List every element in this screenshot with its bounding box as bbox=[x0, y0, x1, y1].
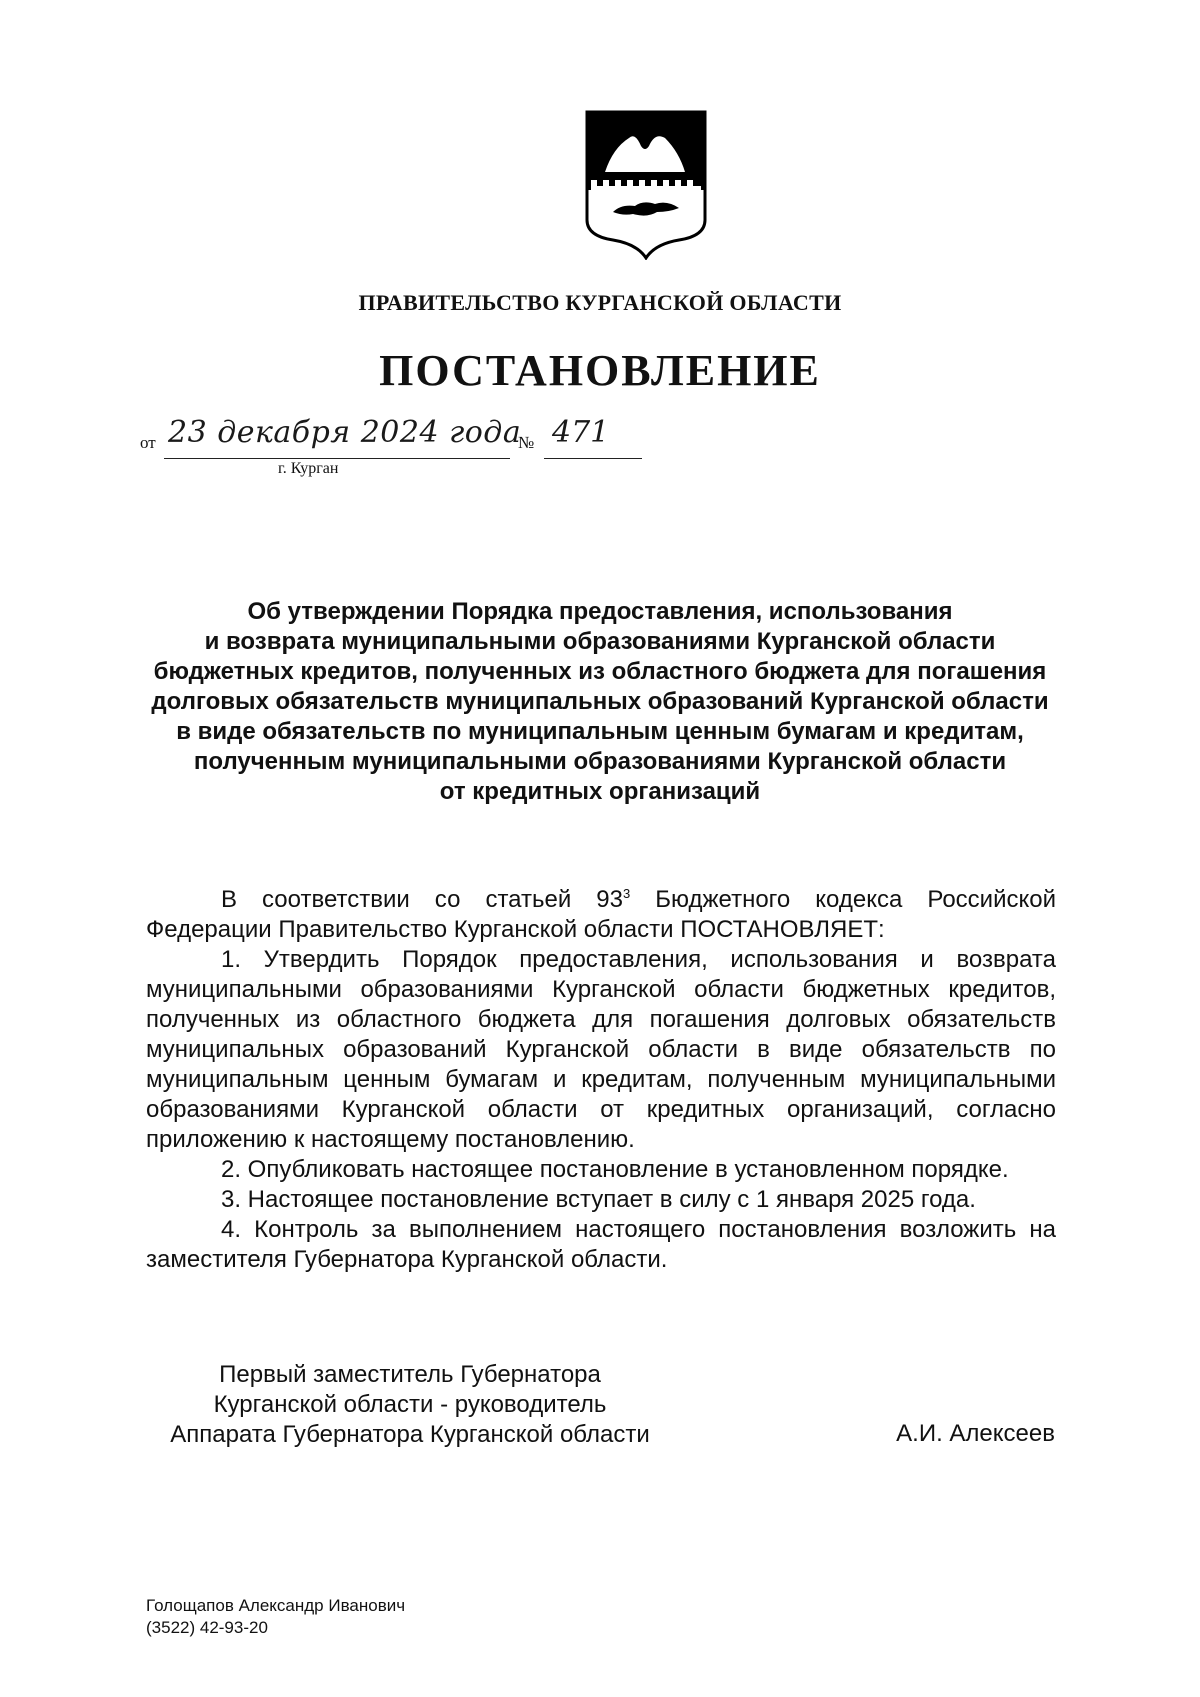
title-line: Об утверждении Порядка предоставления, использования bbox=[247, 598, 953, 625]
title-line: бюджетных кредитов, полученных из областного бюджета для погашения bbox=[153, 658, 1047, 685]
position-line: Первый заместитель Губернатора bbox=[219, 1361, 601, 1388]
executor-name: Голощапов Александр Иванович bbox=[146, 1596, 406, 1615]
executor-contact bbox=[146, 1595, 405, 1639]
title-line: долговых обязательств муниципальных образований Курганской области bbox=[151, 688, 1049, 715]
organization-name: ПРАВИТЕЛЬСТВО КУРГАНСКОЙ ОБЛАСТИ bbox=[358, 290, 842, 315]
signatory-position bbox=[140, 1360, 680, 1450]
position-line: Аппарата Губернатора Курганской области bbox=[170, 1421, 650, 1448]
document-title bbox=[140, 597, 1060, 807]
preamble-text-end: Бюджетного кодекса Российской Федерации Правительство Курганской области ПОСТАНОВЛЯЕТ: bbox=[146, 886, 1057, 943]
clause-1: 1. Утвердить Порядок предоставления, использования и возврата муниципальными образованиями Курганской области бюджетных кредитов, полученных из областного бюджета для погашения долговых обязательств муниципальных образований Курганской области в виде обязательств по муниципальным ценным бумагам и кредитам, полученным муниципальными образованиями Курганской области от кредитных организаций, согласно приложению к настоящему постановлению. bbox=[146, 946, 1056, 1153]
number-underline bbox=[544, 458, 642, 459]
article-superscript: 3 bbox=[622, 886, 631, 901]
title-line: в виде обязательств по муниципальным ценным бумагам и кредитам, bbox=[176, 718, 1024, 745]
signatory-name: А.И. Алексеев bbox=[896, 1420, 1055, 1447]
handwritten-number: 471 bbox=[552, 415, 610, 450]
title-line: полученным муниципальными образованиями Курганской области bbox=[193, 748, 1007, 775]
clause-3: 3. Настоящее постановление вступает в силу с 1 января 2025 года. bbox=[221, 1186, 976, 1213]
title-line: и возврата муниципальными образованиями Курганской области bbox=[204, 628, 996, 655]
number-label: № bbox=[518, 433, 535, 452]
document-body bbox=[146, 885, 1056, 1275]
clause-2: 2. Опубликовать настоящее постановление в установленном порядке. bbox=[221, 1156, 1009, 1183]
preamble-paragraph bbox=[146, 885, 1056, 945]
document-type-heading: ПОСТАНОВЛЕНИЕ bbox=[379, 346, 821, 395]
handwritten-date: 23 декабря 2024 года bbox=[168, 415, 522, 450]
date-underline bbox=[164, 458, 510, 459]
preamble-text-start: В соответствии со статьей 93 bbox=[221, 886, 623, 913]
position-line: Курганской области - руководитель bbox=[213, 1391, 607, 1418]
executor-phone: (3522) 42-93-20 bbox=[146, 1618, 268, 1637]
clause-4: 4. Контроль за выполнением настоящего постановления возложить на заместителя Губернатора Курганской области. bbox=[146, 1216, 1056, 1273]
date-number-line bbox=[140, 415, 660, 485]
title-line: от кредитных организаций bbox=[439, 778, 761, 805]
coat-of-arms-emblem bbox=[583, 108, 709, 260]
date-from-label: от bbox=[140, 433, 156, 452]
city-label: г. Курган bbox=[278, 460, 339, 477]
